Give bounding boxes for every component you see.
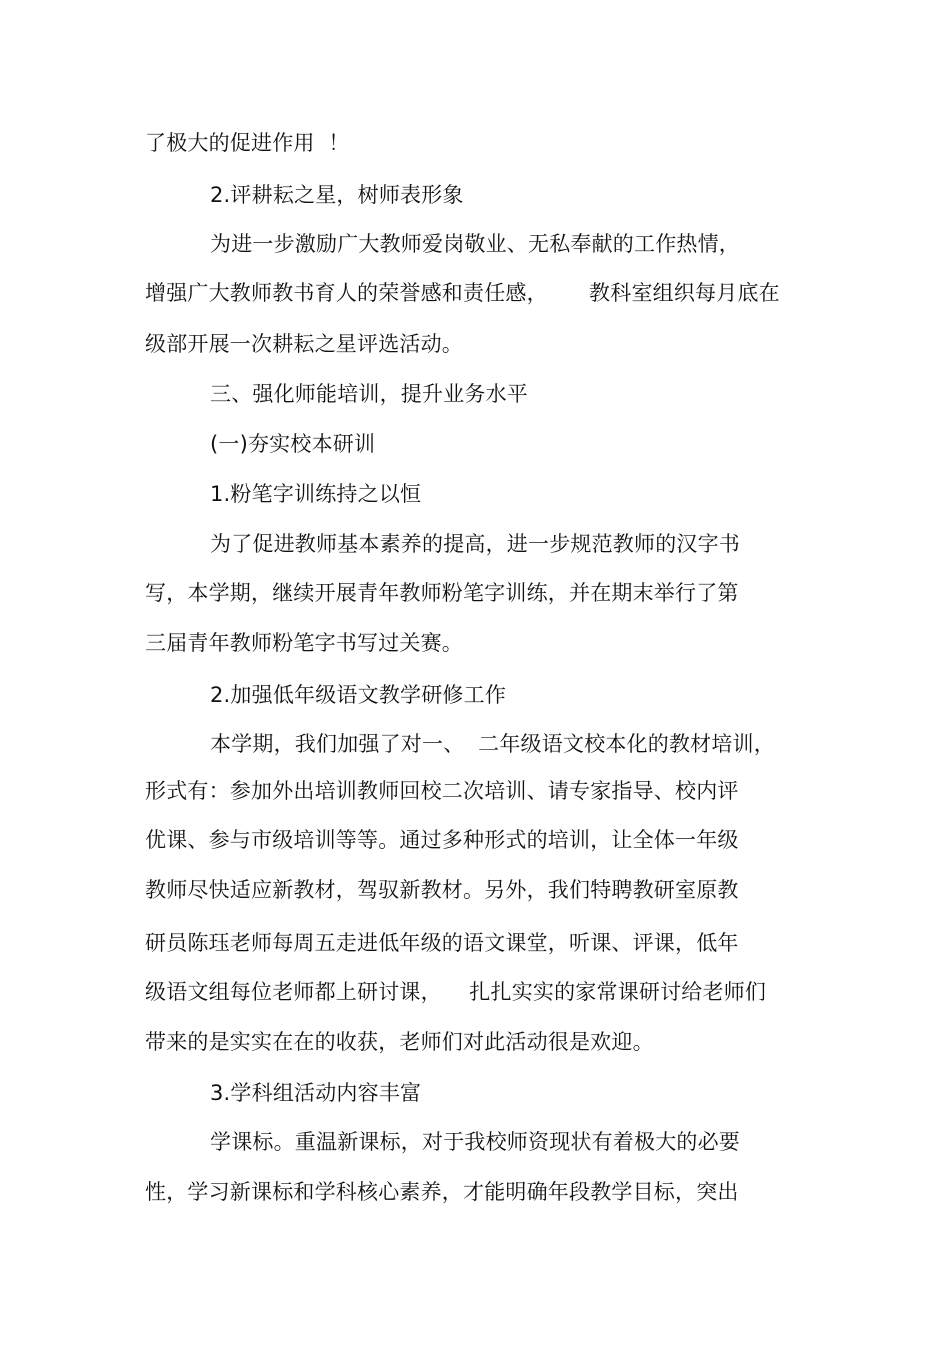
text-line: 性，学习新课标和学科核心素养，才能明确年段教学目标，突出 <box>145 1180 739 1204</box>
text-line: 带来的是实实在在的收获，老师们对此活动很是欢迎。 <box>145 1030 654 1054</box>
subheading: 3.学科组活动内容丰富 <box>210 1081 422 1105</box>
text-line: 级部开展一次耕耘之星评选活动。 <box>145 332 463 356</box>
text-line: 优课、参与市级培训等等。通过多种形式的培训，让全体一年级 <box>145 828 739 852</box>
text-line: 三届青年教师粉笔字书写过关赛。 <box>145 631 463 655</box>
text-line: 为进一步激励广大教师爱岗敬业、无私奉献的工作热情， <box>210 232 740 256</box>
subsection-heading: (一)夯实校本研训 <box>210 432 376 456</box>
section-heading: 三、强化师能培训，提升业务水平 <box>210 382 528 406</box>
text-line: 为了促进教师基本素养的提高，进一步规范教师的汉字书 <box>210 532 740 556</box>
subheading: 2.加强低年级语文教学研修工作 <box>210 683 507 707</box>
text-line: 级语文组每位老师都上研讨课， 扎扎实实的家常课研讨给老师们 <box>145 980 767 1004</box>
subheading: 1.粉笔字训练持之以恒 <box>210 482 422 506</box>
text-line: 形式有：参加外出培训教师回校二次培训、请专家指导、校内评 <box>145 779 739 803</box>
subheading: 2.评耕耘之星，树师表形象 <box>210 183 464 207</box>
text-line: 教师尽快适应新教材，驾驭新教材。另外，我们特聘教研室原教 <box>145 878 739 902</box>
text-line: 增强广大教师教书育人的荣誉感和责任感， 教科室组织每月底在 <box>145 281 780 305</box>
text-line: 本学期，我们加强了对一、 二年级语文校本化的教材培训， <box>210 732 775 756</box>
text-line: 学课标。重温新课标，对于我校师资现状有着极大的必要 <box>210 1130 740 1154</box>
text-line: 了极大的促进作用 ！ <box>145 131 350 155</box>
text-line: 研员陈珏老师每周五走进低年级的语文课堂，听课、评课，低年 <box>145 931 739 955</box>
text-line: 写，本学期，继续开展青年教师粉笔字训练，并在期末举行了第 <box>145 581 739 605</box>
